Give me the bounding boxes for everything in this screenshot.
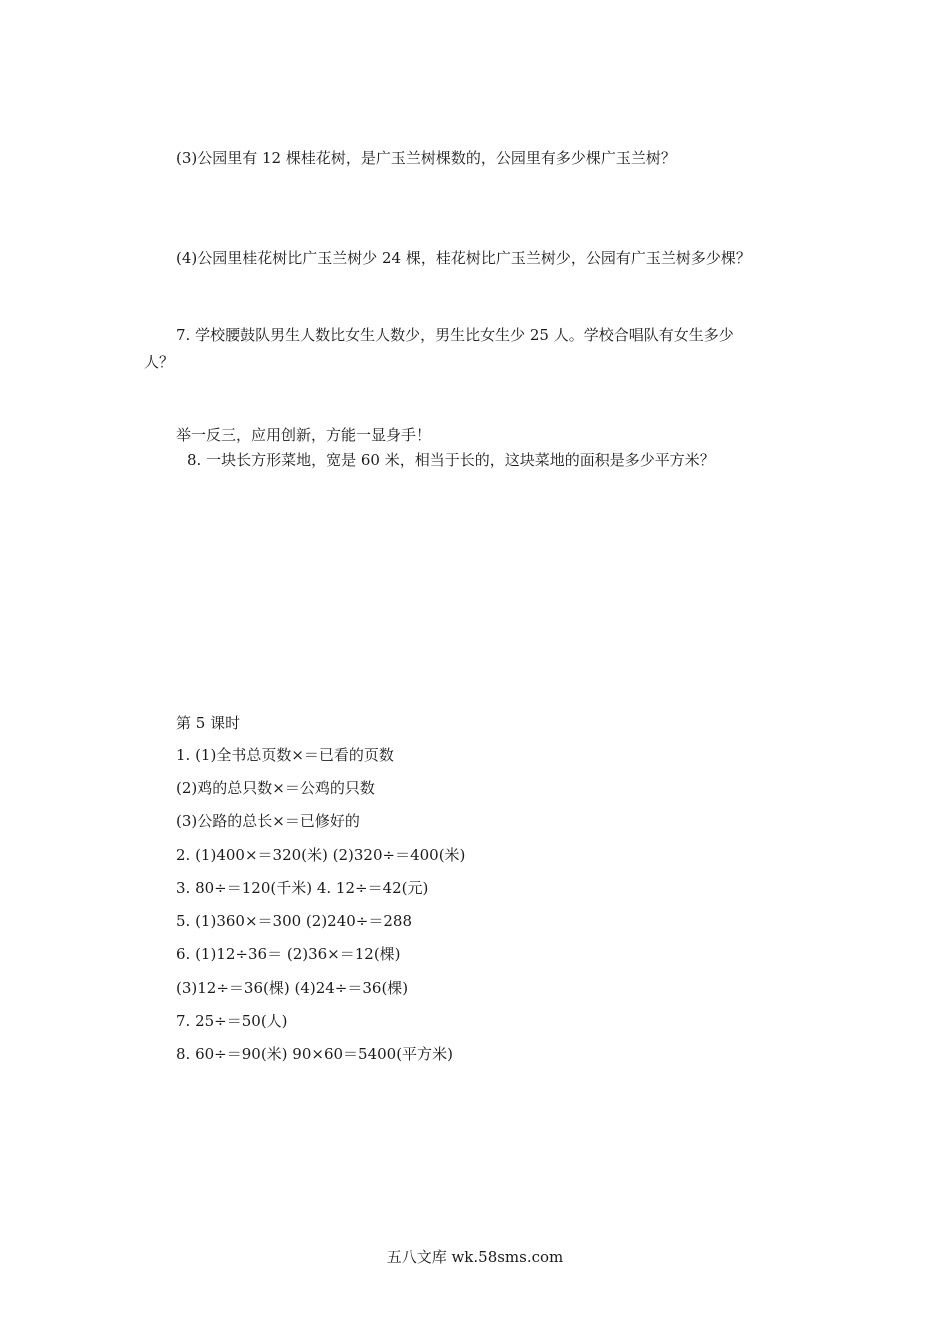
answer-line: (2)鸡的总只数×＝公鸡的只数	[176, 779, 375, 797]
answer-line: 7. 25÷＝50(人)	[176, 1012, 288, 1030]
answer-line: 2. (1)400×＝320(米) (2)320÷＝400(米)	[176, 846, 466, 864]
question-8: 8. 一块长方形菜地，宽是 60 米，相当于长的，这块菜地的面积是多少平方米？	[187, 451, 715, 469]
answer-line: 6. (1)12÷36＝ (2)36×＝12(棵)	[176, 945, 401, 963]
answer-line: 1. (1)全书总页数×＝已看的页数	[176, 746, 394, 764]
answer-line: (3)12÷＝36(棵) (4)24÷＝36(棵)	[176, 979, 409, 997]
answer-line: 5. (1)360×＝300 (2)240÷＝288	[176, 912, 413, 930]
question-7-line-2: 人？	[144, 353, 175, 371]
section-heading: 举一反三，应用创新，方能一显身手！	[176, 426, 432, 444]
question-7-line-1: 7. 学校腰鼓队男生人数比女生人数少，男生比女生少 25 人。学校合唱队有女生多少	[176, 326, 734, 344]
answer-line: 3. 80÷＝120(千米) 4. 12÷＝42(元)	[176, 879, 429, 897]
answer-line: 8. 60÷＝90(米) 90×60＝5400(平方米)	[176, 1045, 453, 1063]
answers-title: 第 5 课时	[176, 714, 241, 732]
question-6-4: (4)公园里桂花树比广玉兰树少 24 棵，桂花树比广玉兰树少，公园有广玉兰树多少棵？	[176, 249, 751, 267]
question-6-3: (3)公园里有 12 棵桂花树，是广玉兰树棵数的，公园里有多少棵广玉兰树？	[176, 149, 676, 167]
page-footer: 五八文库 wk.58sms.com	[386, 1248, 564, 1266]
answer-line: (3)公路的总长×＝已修好的	[176, 812, 360, 830]
